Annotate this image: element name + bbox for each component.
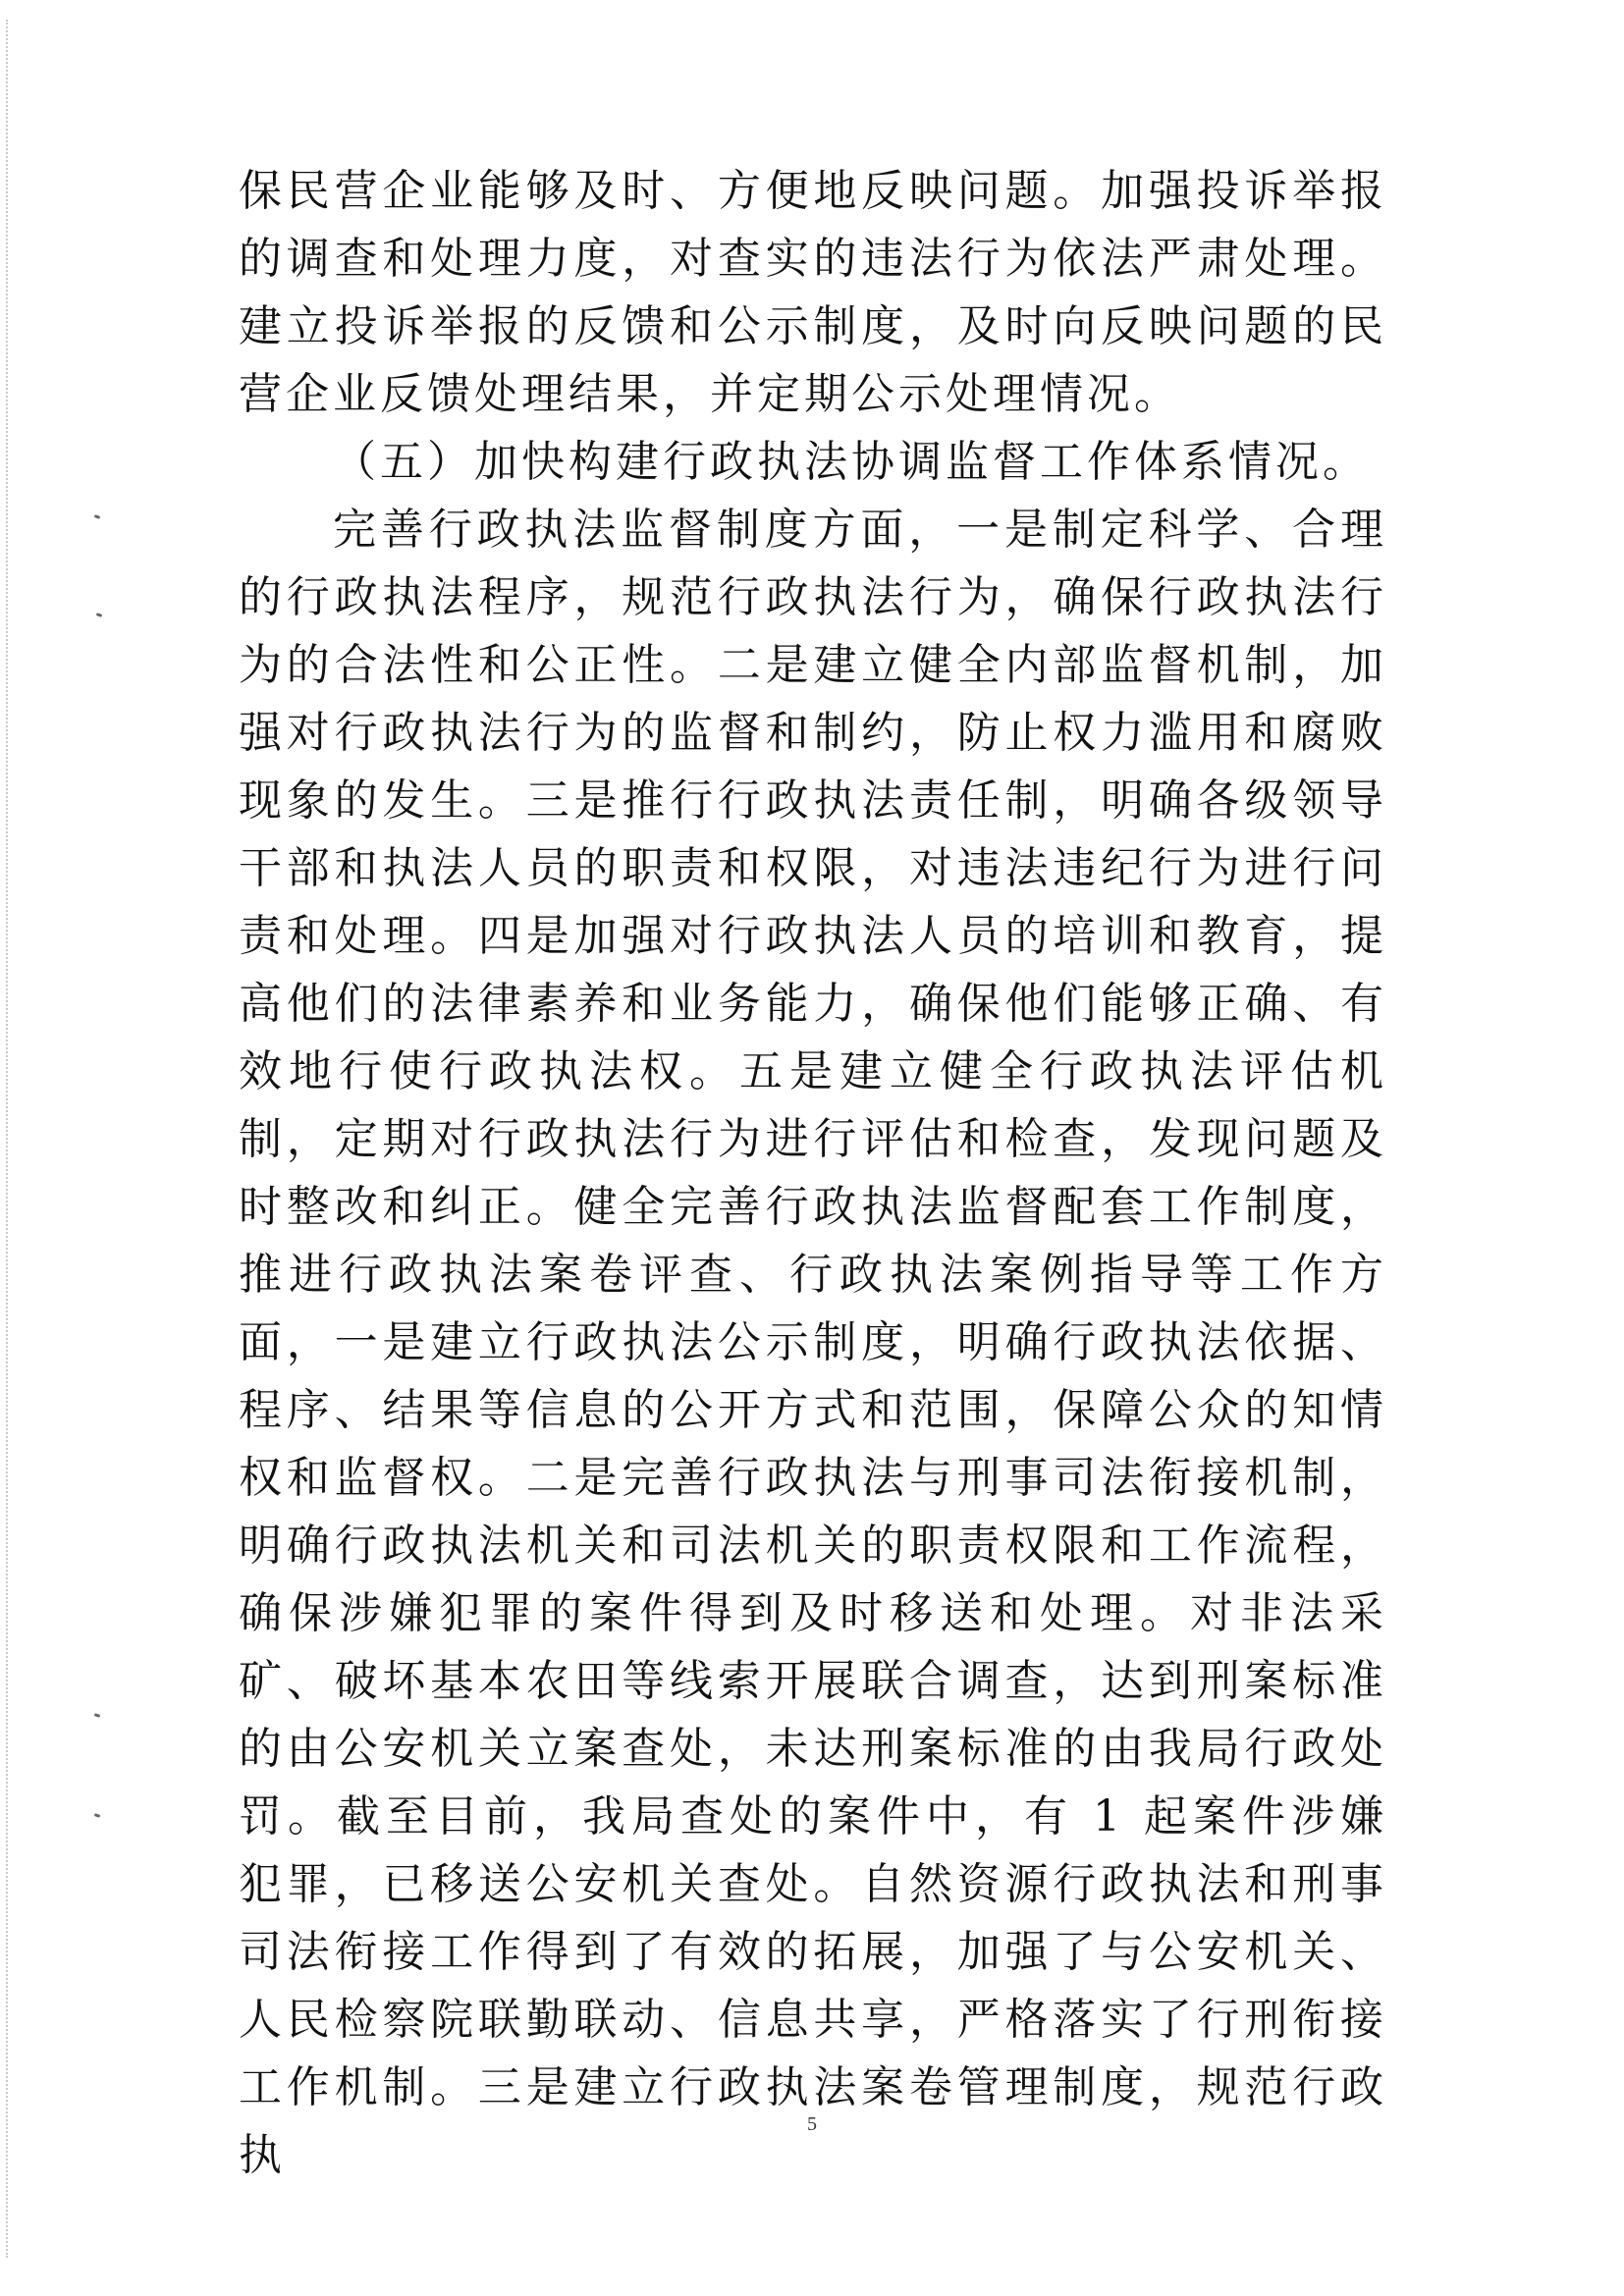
scan-edge-dotted-line bbox=[6, 20, 8, 2258]
paragraph-1: 保民营企业能够及时、方便地反映问题。加强投诉举报的调查和处理力度，对查实的违法行为依法严肃处理。建立投诉举报的反馈和公示制度，及时向反映问题的民营企业反馈处理结果，并定期公示处理情况。 bbox=[239, 166, 1387, 419]
scan-speck bbox=[94, 514, 101, 519]
section-heading-5: （五）加快构建行政执法协调监督工作体系情况。 bbox=[333, 437, 1370, 487]
document-body bbox=[239, 157, 1387, 2189]
scan-speck bbox=[96, 613, 103, 617]
paragraph-2: 完善行政执法监督制度方面，一是制定科学、合理的行政执法程序，规范行政执法行为，确保行政执法行为的合法性和公正性。二是建立健全内部监督机制，加强对行政执法行为的监督和制约，防止权力滥用和腐败现象的发生。三是推行行政执法责任制，明确各级领导干部和执法人员的职责和权限，对违法违纪行为进行问责和处理。四是加强对行政执法人员的培训和教育，提高他们的法律素养和业务能力，确保他们能够正确、有效地行使行政执法权。五是建立健全行政执法评估机制，定期对行政执法行为进行评估和检查，发现问题及时整改和纠正。健全完善行政执法监督配套工作制度，推进行政执法案卷评查、行政执法案例指导等工作方面，一是建立行政执法公示制度，明确行政执法依据、程序、结果等信息的公开方式和范围，保障公众的知情权和监督权。二是完善行政执法与刑事司法衔接机制，明确行政执法机关和司法机关的职责权限和工作流程，确保涉嫌犯罪的案件得到及时移送和处理。对非法采矿、破坏基本农田等线索开展联合调查，达到刑案标准的由公安机关立案查处，未达刑案标准的由我局行政处罚。截至目前，我局查处的案件中，有 1 起案件涉嫌犯罪，已移送公安机关查处。自然资源行政执法和刑事司法衔接工作得到了有效的拓展，加强了与公安机关、人民检察院联勤联动、信息共享，严格落实了行刑衔接工作机制。三是建立行政执法案卷管理制度，规范行政执 bbox=[239, 505, 1387, 2180]
scan-speck bbox=[94, 1813, 101, 1818]
page-number: 5 bbox=[807, 2113, 817, 2135]
scan-speck bbox=[94, 1713, 101, 1718]
